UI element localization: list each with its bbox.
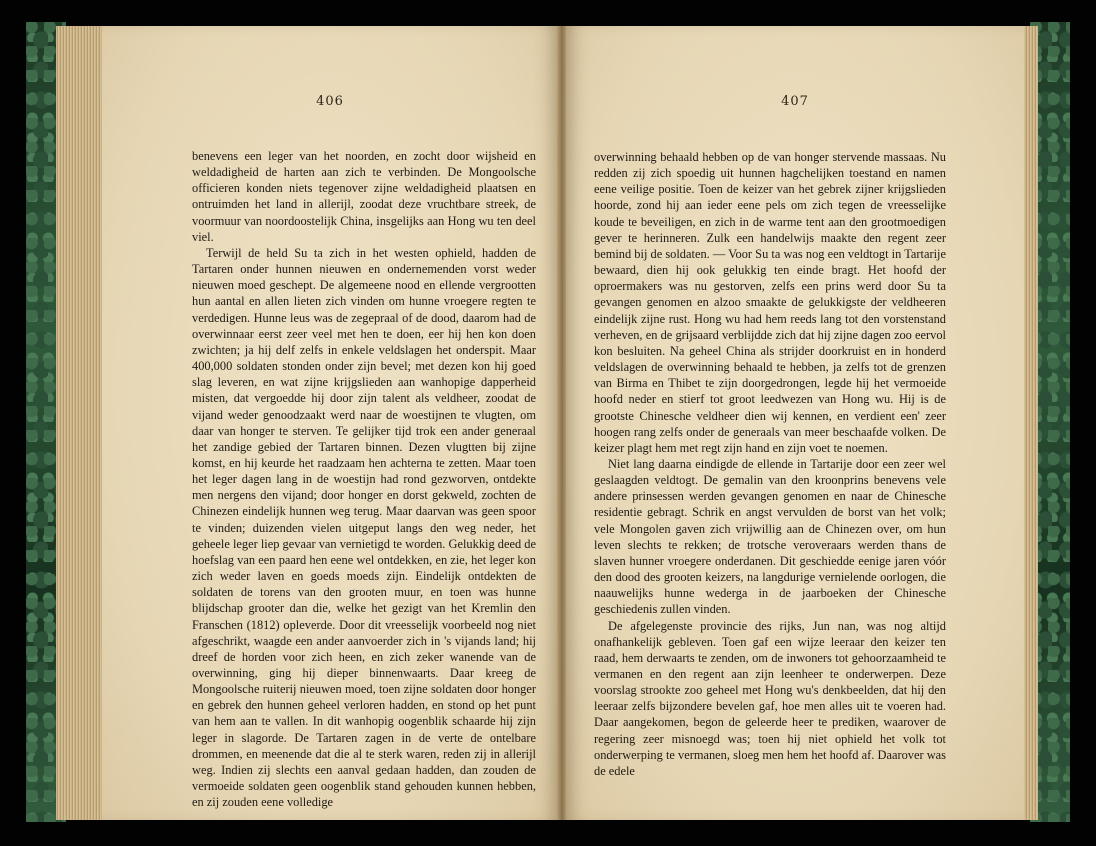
paragraph: Niet lang daarna eindigde de ellende in Tartarije door een zeer wel geslaagden veldtogt. De gemalin van den kroonprins benevens vele andere prinsessen werden gevangen genomen en naar de Chinesche residentie gebragt. Schrik en angst vervulden de borst van het volk; vele Mongolen gaven zich vrijwillig aan de Chinezen over, om hun leven slechts te rekken; de trotsche veroveraars werden thans de slaven hunner vroegere onderdanen. Dit geschiedde eenige jaren vóór den dood des grooten keizers, na langdurige vernielende oorlogen, die naauwelijks hunne wederga in de jaarboeken der Chinesche geschiedenis zullen vinden. — [594, 456, 946, 617]
text-block — [192, 148, 536, 810]
right-page-edges — [1022, 26, 1038, 820]
paragraph: De afgelegenste provincie des rijks, Jun nan, was nog altijd onafhankelijk gebleven. Toen gaf een wijze leeraar den keizer ten raad, hem derwaarts te zenden, om de inwoners tot gehoorzaamheid te vermanen en den regent aan zijn leenheer te onderwerpen. Deze voorslag strookte zoo geheel met Hong wu's denkbeelden, dat hij den leeraar zelfs bijzondere bevelen gaf, hoe men alles uit te voeren had. Daar aangekomen, begon de geleerde heer te prediken, waarover de regering zeer misnoegd was; toen hij niet ophield het volk tot onderwerping te vermanen, sloeg men hem het hoofd af. Daarover was de edele — [594, 618, 946, 778]
left-page-edges — [56, 26, 104, 820]
paragraph: Terwijl de held Su ta zich in het westen ophield, hadden de Tartaren onder hunnen nieuwen en ondernemenden vorst weder nieuwen moed geschept. De algemeene nood en ellende vergrootten hun aantal en allen lieten zich vinden om hunne vroegere regten te verdedigen. Hunne leus was de zegepraal of de dood, daarom had de overwinnaar eerst zeer veel met hen te doen, eer hij hen kon doen zwichten; ja hij delf zelfs in enkele veldslagen het onderspit. Maar 400,000 soldaten stonden onder zijn bevel; met dezen kon hij goed slag leveren, en wat zijne krijgslieden aan wanhopige dapperheid misten, dat vergoedde hij door zijn talent als veldheer, zoodat de vijand weder genoodzaakt werd naar de woestijnen te vlugten, om daar van honger te sterven. Te gelijker tijd trok een ander generaal het zandige gebied der Tartaren binnen. Dezen vlugtten bij zijne komst, en hij keurde het raadzaam hen achterna te zetten. Maar toen het leger dagen lang in de woestijn had rond gezworven, ontdekte men nergens den vijand; door honger en dorst gekweld, zochten de Chinezen eindelijk hunnen weg terug. Maar daarvan was geen spoor te vinden; duizenden vielen uitgeput langs den weg neder, het geheele leger liep gevaar van vernietigd te worden. Gelukkig deed de hoefslag van een paard hen eene wel ontdekken, en zie, het leger kon zich weder laven en goeds moeds zijn. Eindelijk ontdekten de soldaten de torens van den grooten muur, en toen was hunne blijdschap grooter dan die, welke het gezigt van het Kremlin den Franschen (1812) opleverde. Door dit vreesselijk voorbeeld nog niet afgeschrikt, waagde een ander aanvoerder zich in 's vijands land; hij dreef de horden voor zich heen, en zich zeker wanende van de overwinning, ging hij dieper binnenwaarts. Daar kreeg de Mongoolsche ruiterij nieuwen moed, toen zijne soldaten door honger en gebrek den hunnen geheel verloren hadden, en stond op het punt van hem aan te vallen. In dit wanhopig oogenblik schaarde hij zijn leger in slagorde. De Tartaren zagen in de verte de ontelbare drommen, en meenende dat die al te sterk waren, reden zij in allerijl weg. Indien zij slechts een aanval gedaan hadden, dan zouden de vermoeide soldaten geen oogenblik stand gehouden kunnen hebben, en zij zouden eene volledige — [192, 245, 536, 810]
left-page — [102, 26, 558, 820]
page-number: 407 — [781, 94, 809, 109]
page-number: 406 — [316, 94, 344, 109]
text-block — [594, 149, 946, 779]
right-page — [566, 26, 1024, 820]
paragraph: benevens een leger van het noorden, en zocht door wijsheid en weldadigheid de harten aan zich te verbinden. De Mongoolsche officieren konden niets tegenover zijne weldadigheid plaatsen en ontruimden het land in allerijl, zoodat deze vruchtbare streek, de voormuur van noordoostelijk China, insgelijks aan Hong wu ten deel viel. — [192, 149, 536, 244]
paragraph: overwinning behaald hebben op de van honger stervende massaas. Nu redden zij zich spoedig uit hunnen hagchelijken toestand en namen eene veilige positie. Toen de keizer van het gebrek zijner krijgslieden hoorde, zond hij aan ieder eene pels om zich tegen de vreesselijke koude te beveiligen, en zich in de warme tent aan den grootmoedigen gever te herinneren. Zulk een handelwijs maakte den regent zeer bemind bij de soldaten. — Voor Su ta was nog een veldtogt in Tartarije bewaard, dien hij ook gelukkig ten einde bragt. Het hoofd der oproermakers was nu gestorven, zelfs een prins werd door Su ta gevangen genomen en alzoo smaakte de gelukkigste der veldheeren eindelijk zijne rust. Hong wu had hem reeds lang tot den vorstenstand verheven, en de grijsaard verblijdde zich dat hij zijne dagen zoo eervol kon besluiten. Na geheel China als strijder doorkruist en in honderd veldslagen de overwinning behaald te hebben, ja zelfs tot de grenzen van Birma en Thibet te zijn doorgedrongen, legde hij het vermoeide hoofd neder en stierf tot groot leedwezen van Hong wu. Hij is de grootste Chinesche veldheer dien wij kennen, en verdient een' zeer hoogen rang zelfs onder de generaals van meer beschaafde volken. De keizer plagt hem met regt zijn hand en zijn voet te noemen. — [594, 150, 946, 455]
